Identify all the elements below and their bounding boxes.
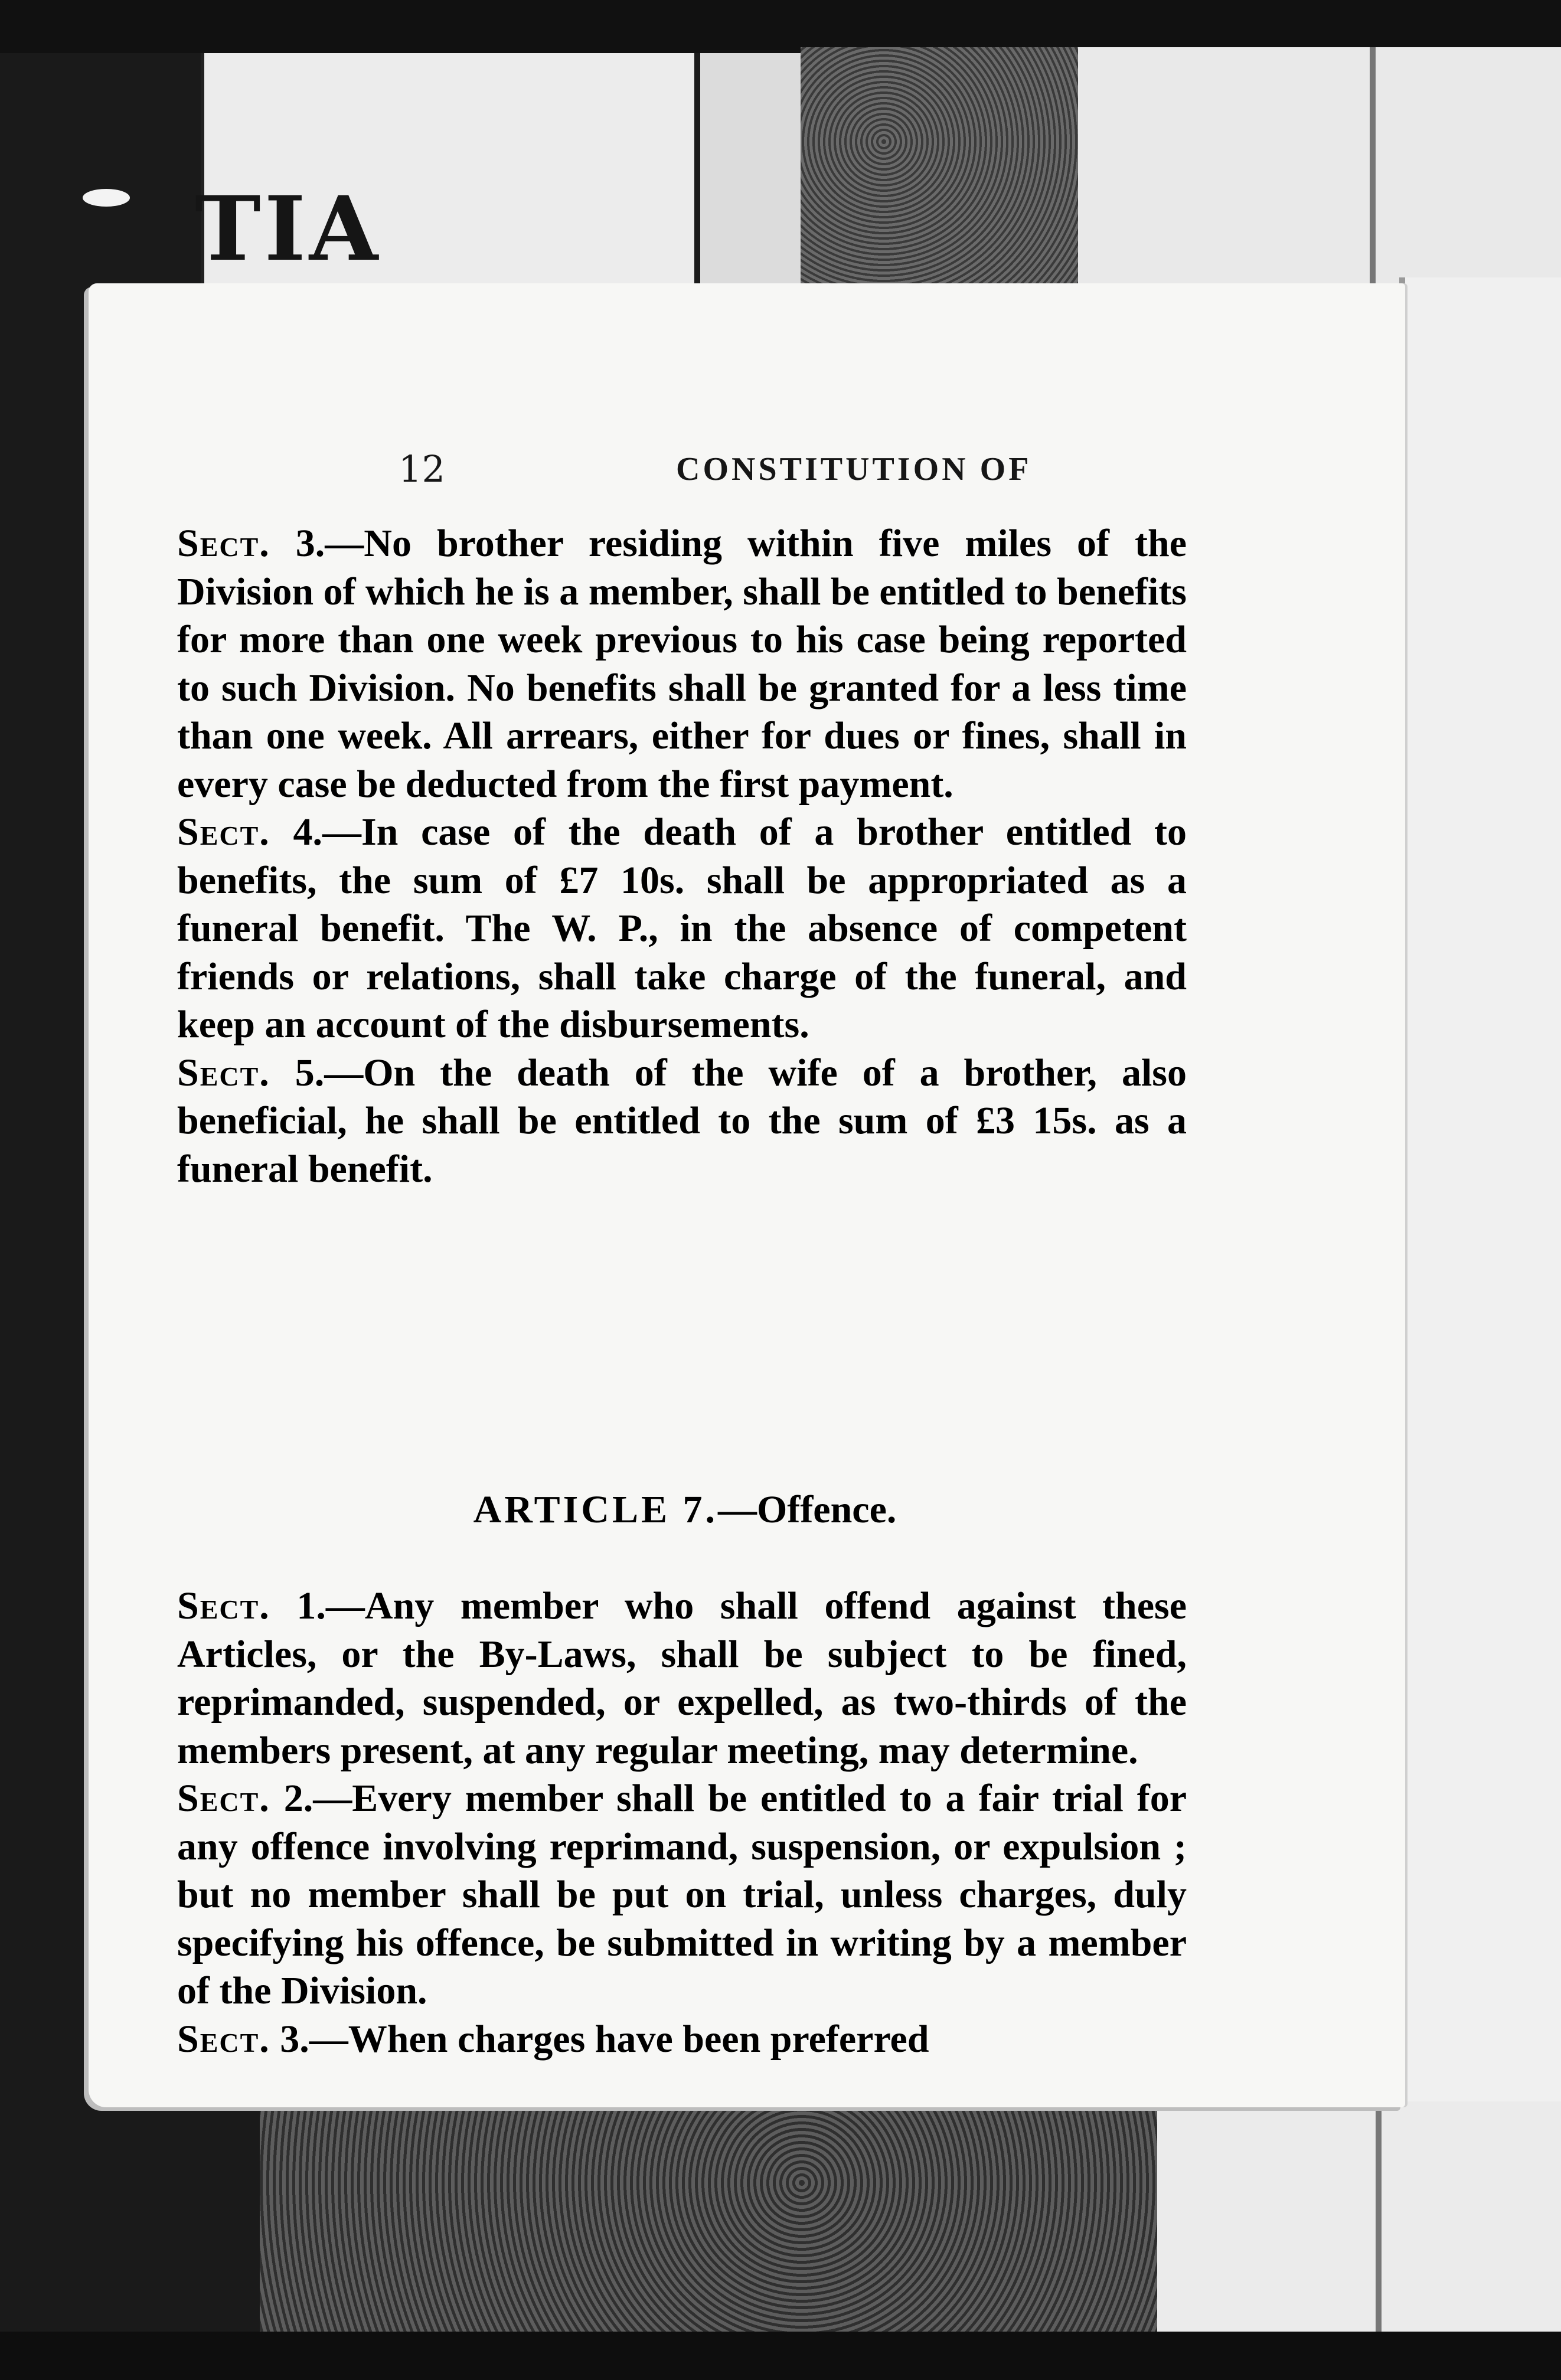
- article-heading: [89, 1488, 1281, 1532]
- section-block-article-6: [177, 519, 1187, 1193]
- adjacent-page: [1405, 277, 1561, 2107]
- section-label: Sect.: [177, 1777, 270, 1820]
- background-page-fragment: [700, 53, 801, 283]
- section-paragraph: [177, 2015, 1187, 2064]
- section-text: 4.—In case of the death of a brother entitled to benefits, the sum of £7 10s. shall be appropriated as a funeral benefit. The W. P., in the absence of competent friends or relations, shall take charge of the funeral, and keep an account of the disbursements.: [177, 810, 1187, 1046]
- document-page: [89, 283, 1405, 2107]
- page-header: [301, 443, 1399, 496]
- section-label: Sect.: [177, 810, 270, 854]
- section-paragraph: [177, 808, 1187, 1049]
- section-label: Sect.: [177, 2017, 270, 2061]
- section-paragraph: [177, 519, 1187, 808]
- running-head: CONSTITUTION OF: [676, 451, 1032, 488]
- section-paragraph: [177, 1049, 1187, 1194]
- section-label: Sect.: [177, 522, 270, 565]
- background-divider: [1370, 47, 1376, 283]
- section-paragraph: [177, 1582, 1187, 1774]
- section-text: 3.—When charges have been preferred: [270, 2017, 929, 2061]
- section-text: 5.—On the death of the wife of a brother, also beneficial, he shall be entitled to the sum of £3 15s. as a funeral benefit.: [177, 1051, 1187, 1191]
- section-text: 2.—Every member shall be entitled to a fair trial for any offence involving reprimand, suspension, or expulsion ; but no member shall be put on trial, unless charges, duly specifying his offence, be submitted in writing by a member of the Division.: [177, 1777, 1187, 2012]
- scan-speck: [83, 189, 130, 207]
- scan-bottom-border: [0, 2332, 1561, 2380]
- article-number: ARTICLE 7.: [473, 1488, 719, 1531]
- background-divider: [694, 53, 700, 283]
- background-engraving: [801, 47, 1078, 283]
- section-text: 3.—No brother residing within five miles of the Division of which he is a member, shall be entitled to benefits for more than one week previous to his case being reported to such Division. No benefits shall be granted for a less time than one week. All arrears, either for dues or fines, shall in every case be deducted from the first payment.: [177, 522, 1187, 806]
- background-title-fragment: TIA: [195, 177, 382, 281]
- section-text: 1.—Any member who shall offend against these Articles, or the By-Laws, shall be subject to be fined, reprimanded, suspended, or expelled, as two-thirds of the members present, at any regular meeting, may determine.: [177, 1584, 1187, 1772]
- page-number: 12: [399, 447, 445, 491]
- section-label: Sect.: [177, 1051, 270, 1094]
- section-paragraph: [177, 1774, 1187, 2015]
- section-label: Sect.: [177, 1584, 270, 1627]
- scan-top-border: [0, 0, 1561, 53]
- section-block-article-7: [177, 1582, 1187, 2063]
- article-title: —Offence.: [718, 1488, 897, 1531]
- page-content: [301, 443, 1399, 514]
- background-page-fragment: [1078, 47, 1561, 283]
